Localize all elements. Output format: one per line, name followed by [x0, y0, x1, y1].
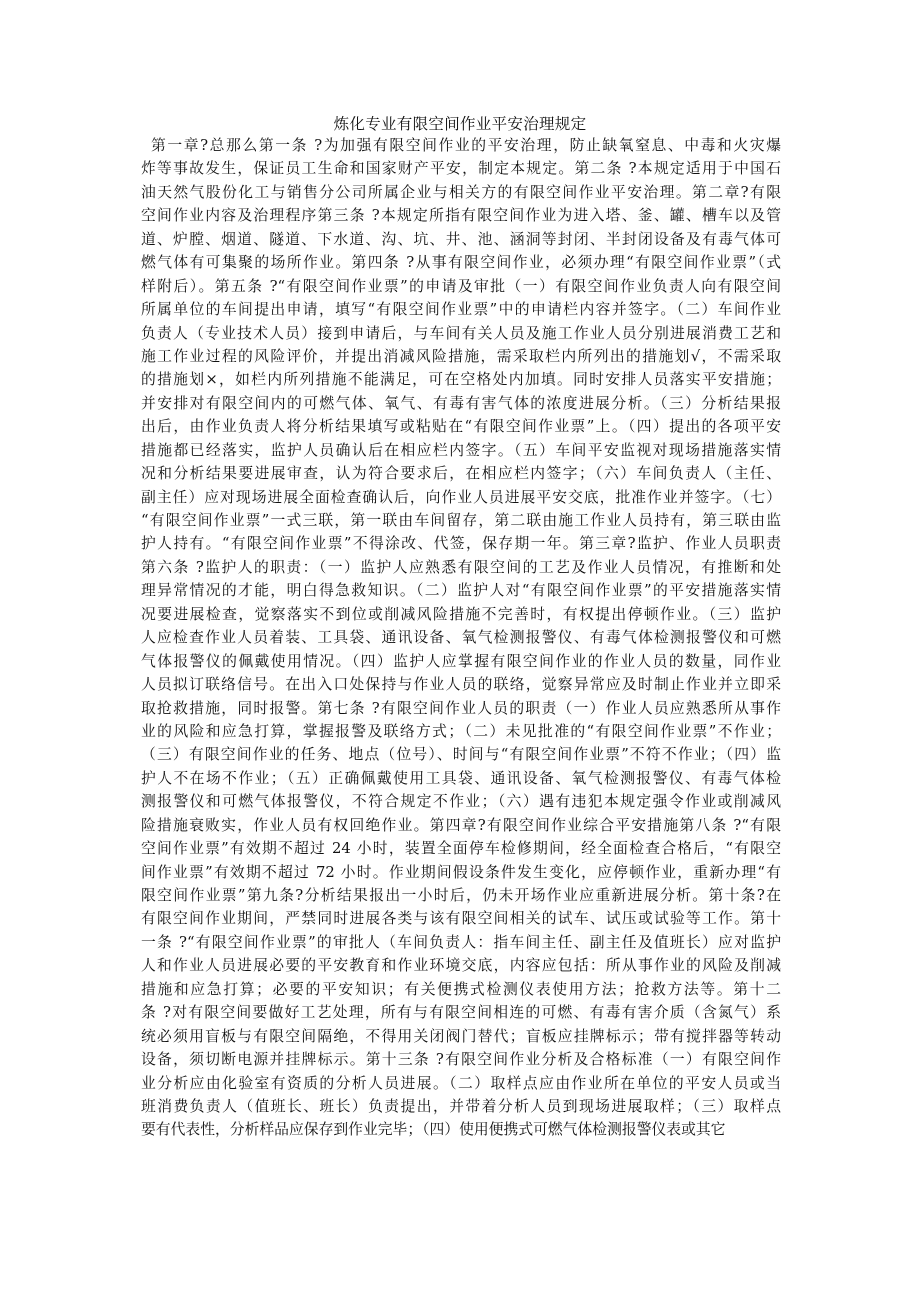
body-text-line: “有限空间作业票”一式三联，第一联由车间留存，第二联由施工作业人员持有，第三联由监 — [141, 512, 781, 529]
body-text-line: 空间作业内容及治理程序第三条 ?本规定所指有限空间作业为进入塔、釜、罐、槽车以及管 — [141, 207, 781, 225]
body-text-line: 并安排对有限空间内的可燃气体、氧气、有毒有害气体的浓度进展分析。（三）分析结果报 — [141, 394, 781, 412]
body-text-line: 第六条 ?监护人的职责：（一）监护人应熟悉有限空间的工艺及作业人员情况，有推断和处 — [141, 558, 781, 576]
body-text-line: 护人不在场不作业；（五）正确佩戴使用工具袋、通讯设备、氧气检测报警仪、有毒气体检 — [141, 769, 781, 787]
body-text-line: 出后，由作业负责人将分析结果填写或粘贴在“有限空间作业票”上。（四）提出的各项平安 — [141, 418, 781, 436]
body-text-line: 燃气体有可集聚的场所作业。第四条 ?从事有限空间作业，必须办理“有限空间作业票”（式 — [141, 254, 781, 272]
body-text-line: 限空间作业票”第九条?分析结果报出一小时后，仍未开场作业应重新进展分析。第十条?在 — [141, 887, 781, 904]
body-text-line: 油天然气股份化工与销售分公司所属企业与相关方的有限空间作业平安治理。第二章?有限 — [141, 183, 781, 201]
body-text-line: 人员拟订联络信号。在出入口处保持与作业人员的联络，觉察异常应及时制止作业并立即采 — [141, 676, 781, 694]
body-text-line: 气体报警仪的佩戴使用情况。（四）监护人应掌握有限空间作业的作业人员的数量，同作业 — [141, 652, 781, 670]
body-text-line: 间作业票”有效期不超过 72 小时。作业期间假设条件发生变化，应停顿作业，重新办理“有 — [141, 863, 781, 881]
body-text-line: 况和分析结果要进展审查，认为符合要求后，在相应栏内签字；（六）车间负责人（主任、 — [141, 465, 781, 483]
document-body — [141, 134, 781, 1142]
body-text-line: 取抢救措施，同时报警。第七条 ?有限空间作业人员的职责（一）作业人员应熟悉所从事作 — [141, 699, 781, 717]
body-text-line: 业分析应由化验室有资质的分析人员进展。（二）取样点应由作业所在单位的平安人员或当 — [141, 1074, 781, 1092]
body-text-line: 况要进展检查，觉察落实不到位或削减风险措施不完善时，有权提出停顿作业。（三）监护 — [141, 605, 781, 623]
body-text-line: 一条 ?“有限空间作业票”的审批人（车间负责人：指车间主任、副主任及值班长）应对监护 — [141, 933, 781, 951]
body-text-line: 的措施划×，如栏内所列措施不能满足，可在空格处内加填。同时安排人员落实平安措施； — [141, 371, 781, 389]
body-text-line: 人和作业人员进展必要的平安教育和作业环境交底，内容应包括：所从事作业的风险及削减 — [141, 957, 781, 975]
body-text-line: 第一章?总那么第一条 ?为加强有限空间作业的平安治理，防止缺氧窒息、中毒和火灾爆 — [151, 137, 781, 154]
body-text-line: 负责人（专业技术人员）接到申请后，与车间有关人员及施工作业人员分别进展消费工艺和 — [141, 324, 781, 342]
body-text-line: 要有代表性，分析样品应保存到作业完毕；（四）使用便携式可燃气体检测报警仪表或其它 — [141, 1121, 726, 1139]
body-text-line: 副主任）应对现场进展全面检查确认后，向作业人员进展平安交底，批准作业并签字。（七） — [141, 488, 781, 506]
body-text-line: 班消费负责人（值班长、班长）负责提出，并带着分析人员到现场进展取样；（三）取样点 — [141, 1097, 781, 1115]
body-text-line: 措施和应急打算；必要的平安知识；有关便携式检测仪表使用方法；抢救方法等。第十二 — [141, 980, 781, 998]
body-text-line: 样附后）。第五条 ?“有限空间作业票”的申请及审批（一）有限空间作业负责人向有限空间 — [141, 277, 781, 295]
body-text-line: 措施都已经落实，监护人员确认后在相应栏内签字。（五）车间平安监视对现场措施落实情 — [141, 441, 781, 459]
body-text-line: 道、炉膛、烟道、隧道、下水道、沟、坑、井、池、涵洞等封闭、半封闭设备及有毒气体可 — [141, 230, 781, 248]
body-text-line: 施工作业过程的风险评价，并提出消减风险措施，需采取栏内所列出的措施划√，不需采取 — [141, 347, 781, 365]
body-text-line: 条 ?对有限空间要做好工艺处理，所有与有限空间相连的可燃、有毒有害介质（含氮气）系 — [141, 1004, 781, 1022]
body-text-line: 空间作业票”有效期不超过 24 小时，装置全面停车检修期间，经全面检查合格后，“有限空 — [141, 840, 781, 858]
body-text-line: 险措施衰败实，作业人员有权回绝作业。第四章?有限空间作业综合平安措施第八条 ?“有限 — [141, 816, 781, 834]
body-text-line: 理异常情况的才能，明白得急救知识。（二）监护人对“有限空间作业票”的平安措施落实情 — [141, 582, 781, 600]
document-title: 炼化专业有限空间作业平安治理规定 — [333, 115, 587, 133]
body-text-line: 业的风险和应急打算，掌握报警及联络方式；（二）未见批准的“有限空间作业票”不作业； — [141, 722, 781, 740]
body-text-line: 测报警仪和可燃气体报警仪，不符合规定不作业；（六）遇有违犯本规定强令作业或削减风 — [141, 793, 781, 811]
body-text-line: 人应检查作业人员着装、工具袋、通讯设备、氧气检测报警仪、有毒气体检测报警仪和可燃 — [141, 629, 781, 647]
body-text-line: 炸等事故发生，保证员工生命和国家财产平安，制定本规定。第二条 ?本规定适用于中国石 — [141, 160, 781, 178]
body-text-line: 统必须用盲板与有限空间隔绝，不得用关闭阀门替代；盲板应挂牌标示；带有搅拌器等转动 — [141, 1027, 781, 1045]
body-text-line: 护人持有。“有限空间作业票”不得涂改、代签，保存期一年。第三章?监护、作业人员职责 — [141, 535, 781, 553]
body-text-line: 有限空间作业期间，严禁同时进展各类与该有限空间相关的试车、试压或试验等工作。第十 — [141, 910, 781, 928]
body-text-line: （三）有限空间作业的任务、地点（位号）、时间与“有限空间作业票”不符不作业；（四）监 — [141, 746, 781, 764]
body-text-line: 所属单位的车间提出申请，填写“有限空间作业票”中的申请栏内容并签字。（二）车间作业 — [141, 301, 781, 319]
body-text-line: 设备，须切断电源并挂牌标示。第十三条 ?有限空间作业分析及合格标准（一）有限空间作 — [141, 1051, 781, 1069]
